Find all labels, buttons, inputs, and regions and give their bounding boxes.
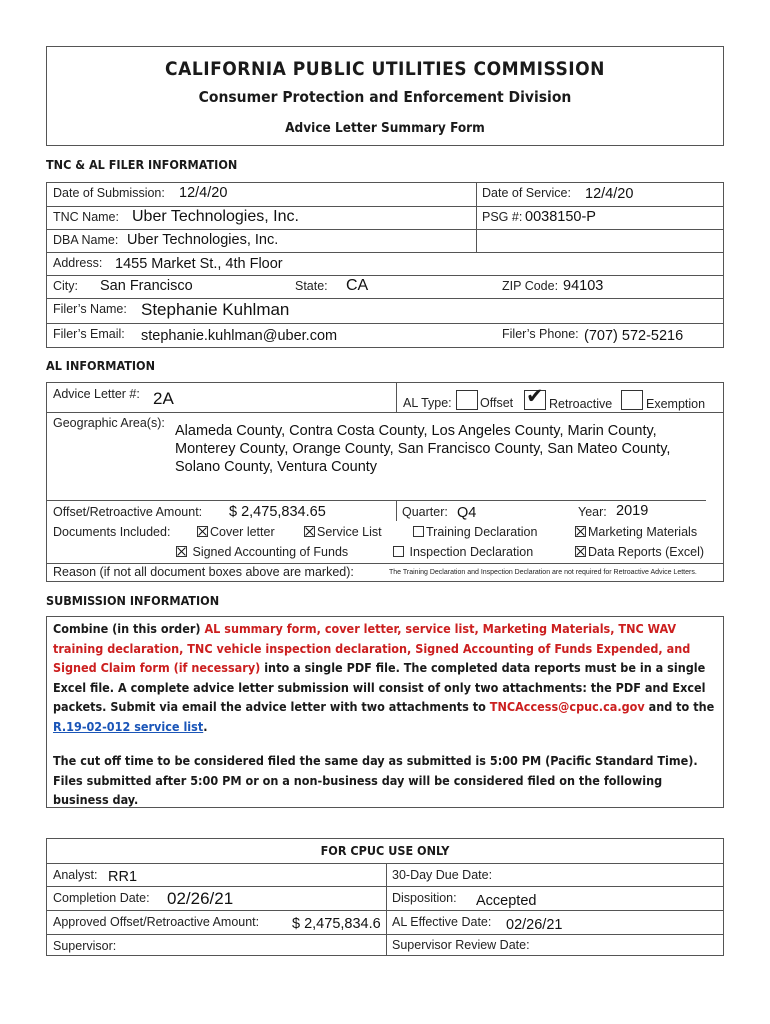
filer-phone-label: Filer’s Phone: [502, 327, 579, 341]
dba-field[interactable]: Uber Technologies, Inc. [127, 232, 279, 248]
completion-label: Completion Date: [53, 891, 150, 905]
geographic-line-1[interactable]: Alameda County, Contra Costa County, Los Angeles County, Marin County, [175, 423, 657, 439]
al-section-heading: AL INFORMATION [46, 358, 156, 373]
address-label: Address: [53, 256, 103, 270]
disposition-label: Disposition: [392, 891, 457, 905]
doc-service-list[interactable]: Service List [304, 525, 382, 539]
geographic-line-2[interactable]: Monterey County, Orange County, San Francisco County, San Mateo County, [175, 441, 671, 457]
completion-field[interactable]: 02/26/21 [167, 889, 234, 908]
state-label: State: [295, 279, 328, 293]
required-documents-list: AL summary form, cover letter, service list, Marketing Materials, TNC WAV training declaration, TNC vehicle inspection declaration, Signed Accounting of Funds Expended, and Signed Claim form (if necessary) [53, 621, 691, 675]
filer-name-field[interactable]: Stephanie Kuhlman [141, 300, 290, 319]
date-of-submission-field[interactable]: 12/4/20 [179, 185, 228, 201]
advice-letter-field[interactable]: 2A [153, 389, 174, 408]
form-name: Advice Letter Summary Form [285, 120, 485, 136]
date-of-submission-label: Date of Submission: [53, 186, 165, 200]
psg-label: PSG #: [482, 210, 523, 224]
page-title: CALIFORNIA PUBLIC UTILITIES COMMISSION [165, 58, 605, 80]
al-type-label: AL Type: [403, 396, 452, 410]
service-list-link[interactable]: R.19-02-012 service list [53, 718, 204, 734]
signed-accounting-checkbox[interactable] [176, 546, 187, 557]
filer-phone-field[interactable]: (707) 572-5216 [584, 328, 684, 344]
psg-field[interactable]: 0038150-P [525, 209, 596, 225]
page-subtitle: Consumer Protection and Enforcement Division [198, 88, 572, 106]
marketing-materials-checkbox[interactable] [575, 526, 586, 537]
supervisor-label: Supervisor: [53, 939, 117, 953]
submission-section-heading: SUBMISSION INFORMATION [46, 593, 220, 608]
effective-date-field[interactable]: 02/26/21 [506, 917, 563, 933]
tnc-name-field[interactable]: Uber Technologies, Inc. [132, 208, 299, 225]
submission-instructions: Combine (in this order) AL summary form, cover letter, service list, Marketing Materials, TNC WAV training declaration, TNC vehicle inspection declaration, Signed Accounting of Funds Expended, and Signed Claim form (if necessary) into a single PDF file. The completed data reports must be in a single Excel file. A complete advice letter submission will consist of only two attachments: the PDF and Excel packets. Submit via email the advice letter with two attachments to TNCAccess@cpuc.ca.gov and to the R.19-02-012 service list. [53, 621, 715, 734]
year-field[interactable]: 2019 [616, 503, 649, 519]
effective-date-label: AL Effective Date: [392, 915, 492, 929]
training-declaration-checkbox[interactable] [413, 526, 424, 537]
type-exemption-label: Exemption [646, 397, 706, 411]
zip-label: ZIP Code: [502, 279, 559, 293]
date-of-service-field[interactable]: 12/4/20 [585, 186, 634, 202]
doc-cover-letter[interactable]: Cover letter [197, 525, 275, 539]
type-retroactive-label: Retroactive [549, 397, 613, 411]
data-reports-checkbox[interactable] [575, 546, 586, 557]
filer-section-heading: TNC & AL FILER INFORMATION [46, 157, 238, 172]
cover-letter-checkbox[interactable] [197, 526, 208, 537]
filer-email-label: Filer’s Email: [53, 327, 125, 341]
filer-name-label: Filer’s Name: [53, 302, 127, 316]
cpuc-use-heading: FOR CPUC USE ONLY [320, 843, 450, 858]
review-date-label: Supervisor Review Date: [392, 938, 530, 952]
cutoff-instructions: The cut off time to be considered filed the same day as submitted is 5:00 PM (Pacific Standard Time). Files submitted after 5:00 PM or on a non-business day will be considered filed on the following business day. [53, 753, 698, 807]
retroactive-check-icon: ✔ [526, 384, 544, 408]
type-offset-checkbox[interactable] [456, 390, 478, 410]
filer-email-field[interactable]: stephanie.kuhlman@uber.com [141, 328, 338, 344]
city-label: City: [53, 279, 78, 293]
reason-label: Reason (if not all document boxes above are marked): [53, 565, 354, 579]
disposition-field[interactable]: Accepted [476, 893, 537, 909]
documents-label: Documents Included: [53, 525, 171, 539]
reason-field[interactable]: The Training Declaration and Inspection Declaration are not required for Retroactive Advice Letters. [389, 569, 697, 576]
doc-training-declaration[interactable]: Training Declaration [413, 525, 537, 539]
service-list-checkbox[interactable] [304, 526, 315, 537]
approved-amount-label: Approved Offset/Retroactive Amount: [53, 915, 260, 929]
type-exemption-checkbox[interactable] [621, 390, 643, 410]
city-field[interactable]: San Francisco [100, 278, 193, 294]
doc-inspection-declaration[interactable]: Inspection Declaration [393, 545, 533, 559]
analyst-label: Analyst: [53, 868, 98, 882]
quarter-label: Quarter: [402, 505, 448, 519]
address-field[interactable]: 1455 Market St., 4th Floor [115, 256, 283, 272]
zip-field[interactable]: 94103 [563, 278, 604, 294]
amount-label: Offset/Retroactive Amount: [53, 505, 203, 519]
doc-marketing-materials[interactable]: Marketing Materials [575, 525, 697, 539]
due-date-label: 30-Day Due Date: [392, 868, 493, 882]
date-of-service-label: Date of Service: [482, 186, 571, 200]
tnc-name-label: TNC Name: [53, 210, 119, 224]
advice-letter-label: Advice Letter #: [53, 387, 140, 401]
doc-signed-accounting[interactable]: Signed Accounting of Funds [176, 545, 348, 559]
year-label: Year: [578, 505, 607, 519]
amount-field[interactable]: $ 2,475,834.65 [229, 504, 326, 520]
doc-data-reports[interactable]: Data Reports (Excel) [575, 545, 704, 559]
inspection-declaration-checkbox[interactable] [393, 546, 404, 557]
geographic-label: Geographic Area(s): [53, 416, 165, 430]
submission-email-link[interactable]: TNCAccess@cpuc.ca.gov [489, 699, 645, 714]
state-field[interactable]: CA [346, 277, 369, 294]
analyst-field[interactable]: RR1 [108, 869, 138, 885]
approved-amount-field[interactable]: $ 2,475,834.6 [292, 916, 381, 932]
dba-label: DBA Name: [53, 233, 119, 247]
quarter-field[interactable]: Q4 [457, 505, 477, 521]
type-offset-label: Offset [480, 396, 514, 410]
geographic-line-3[interactable]: Solano County, Ventura County [175, 459, 378, 475]
